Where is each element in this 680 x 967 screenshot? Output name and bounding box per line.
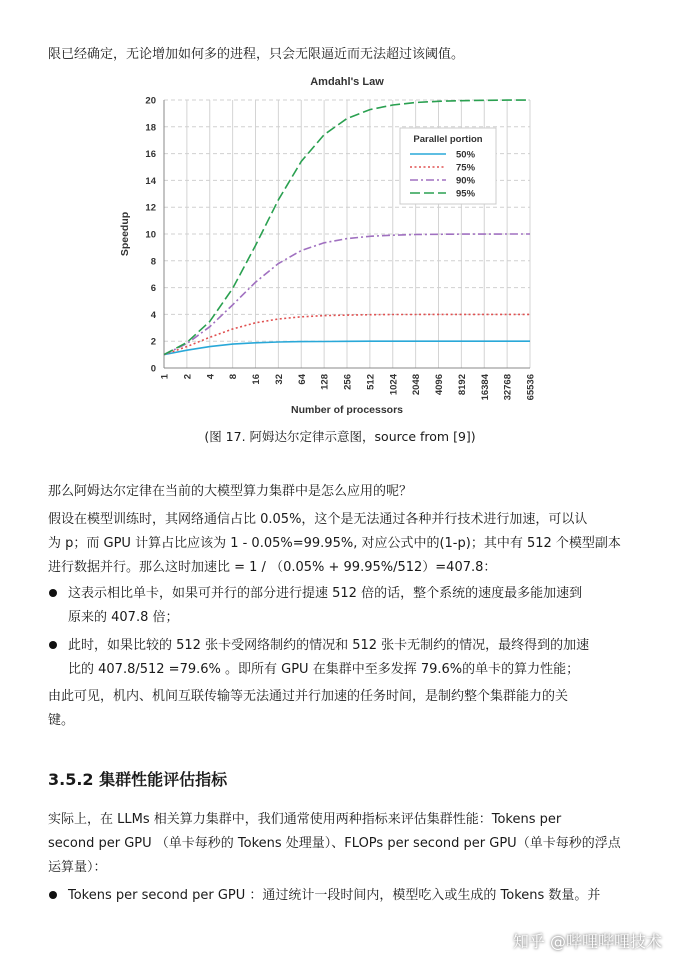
x-tick-label: 1 bbox=[159, 374, 171, 380]
bullet-text: 原来的 407.8 倍； bbox=[68, 610, 179, 625]
x-tick-label: 64 bbox=[296, 374, 308, 385]
x-tick-label: 512 bbox=[365, 374, 377, 390]
section-heading: 3.5.2 集群性能评估指标 bbox=[48, 770, 228, 789]
y-tick-label: 16 bbox=[145, 149, 156, 161]
bullet-text: 比的 407.8/512 =79.6% 。即所有 GPU 在集群中至多发挥 79.6%的单卡的算力性能； bbox=[68, 662, 580, 677]
bullet-icon bbox=[49, 891, 57, 899]
paragraph-line: 进行数据并行。那么这时加速比 = 1 / （0.05% + 99.95%/512）=407.8： bbox=[48, 560, 497, 575]
chart-title: Amdahl's Law bbox=[310, 76, 384, 88]
figure-caption: (图 17. 阿姆达尔定律示意图，source from [9]) bbox=[204, 429, 476, 444]
legend-entry: 75% bbox=[456, 162, 476, 174]
y-tick-label: 10 bbox=[145, 229, 156, 241]
legend-title: Parallel portion bbox=[413, 134, 483, 145]
bullet-text: Tokens per second per GPU ：通过统计一段时间内，模型吃入或生成的 Tokens 数量。并 bbox=[68, 888, 601, 903]
x-tick-label: 16384 bbox=[479, 374, 491, 401]
x-tick-label: 2 bbox=[182, 374, 194, 380]
legend-entry: 95% bbox=[456, 188, 476, 200]
question-text: 那么阿姆达尔定律在当前的大模型算力集群中是怎么应用的呢？ bbox=[48, 484, 413, 499]
y-tick-label: 2 bbox=[150, 336, 156, 348]
bullet-icon bbox=[49, 589, 57, 597]
x-tick-label: 256 bbox=[342, 374, 354, 390]
paragraph-line: 假设在模型训练时，其网络通信占比 0.05%，这个是无法通过各种并行技术进行加速，可以认 bbox=[48, 512, 588, 527]
amdahl-chart bbox=[100, 68, 540, 420]
y-tick-label: 4 bbox=[150, 309, 156, 321]
conclusion-line: 键。 bbox=[48, 713, 75, 728]
x-tick-label: 4 bbox=[205, 374, 217, 380]
x-tick-label: 32768 bbox=[502, 374, 514, 401]
x-tick-label: 1024 bbox=[388, 374, 400, 396]
y-tick-label: 14 bbox=[145, 175, 156, 187]
legend-entry: 50% bbox=[456, 149, 476, 161]
x-tick-label: 32 bbox=[273, 374, 285, 385]
paragraph-line: second per GPU （单卡每秒的 Tokens 处理量）、FLOPs per second per GPU（单卡每秒的浮点 bbox=[48, 836, 621, 851]
x-tick-label: 128 bbox=[319, 374, 331, 390]
bullet-text: 这表示相比单卡，如果可并行的部分进行提速 512 倍的话，整个系统的速度最多能加速到 bbox=[68, 586, 583, 601]
y-tick-label: 20 bbox=[145, 95, 156, 107]
bullet-text: 此时，如果比较的 512 张卡受网络制约的情况和 512 张卡无制约的情况，最终得到的加速 bbox=[68, 638, 590, 653]
y-tick-label: 0 bbox=[150, 363, 156, 375]
paragraph-line: 实际上，在 LLMs 相关算力集群中，我们通常使用两种指标来评估集群性能：Tokens per bbox=[48, 812, 562, 827]
y-tick-label: 12 bbox=[145, 202, 156, 214]
bullet-icon bbox=[49, 641, 57, 649]
x-tick-label: 8192 bbox=[456, 374, 468, 396]
x-tick-label: 8 bbox=[228, 374, 240, 380]
paragraph-line: 为 p；而 GPU 计算占比应该为 1 - 0.05%=99.95%, 对应公式中的(1-p)；其中有 512 个模型副本 bbox=[48, 536, 621, 551]
y-axis-label: Speedup bbox=[119, 211, 131, 257]
intro-text: 限已经确定，无论增加如何多的进程，只会无限逼近而无法超过该阈值。 bbox=[48, 47, 465, 62]
x-tick-label: 65536 bbox=[525, 374, 537, 401]
paragraph-line: 运算量）： bbox=[48, 860, 107, 875]
conclusion-line: 由此可见，机内、机间互联传输等无法通过并行加速的任务时间，是制约整个集群能力的关 bbox=[48, 689, 569, 704]
y-tick-label: 8 bbox=[150, 256, 156, 268]
x-tick-label: 2048 bbox=[411, 374, 423, 396]
x-tick-label: 16 bbox=[251, 374, 262, 385]
x-tick-label: 4096 bbox=[434, 374, 445, 396]
watermark: 知乎 @哔哩哔哩技术 bbox=[512, 932, 662, 951]
y-tick-label: 6 bbox=[150, 283, 156, 295]
x-axis-label: Number of processors bbox=[290, 404, 404, 416]
y-tick-label: 18 bbox=[145, 122, 156, 134]
legend-entry: 90% bbox=[456, 175, 476, 187]
